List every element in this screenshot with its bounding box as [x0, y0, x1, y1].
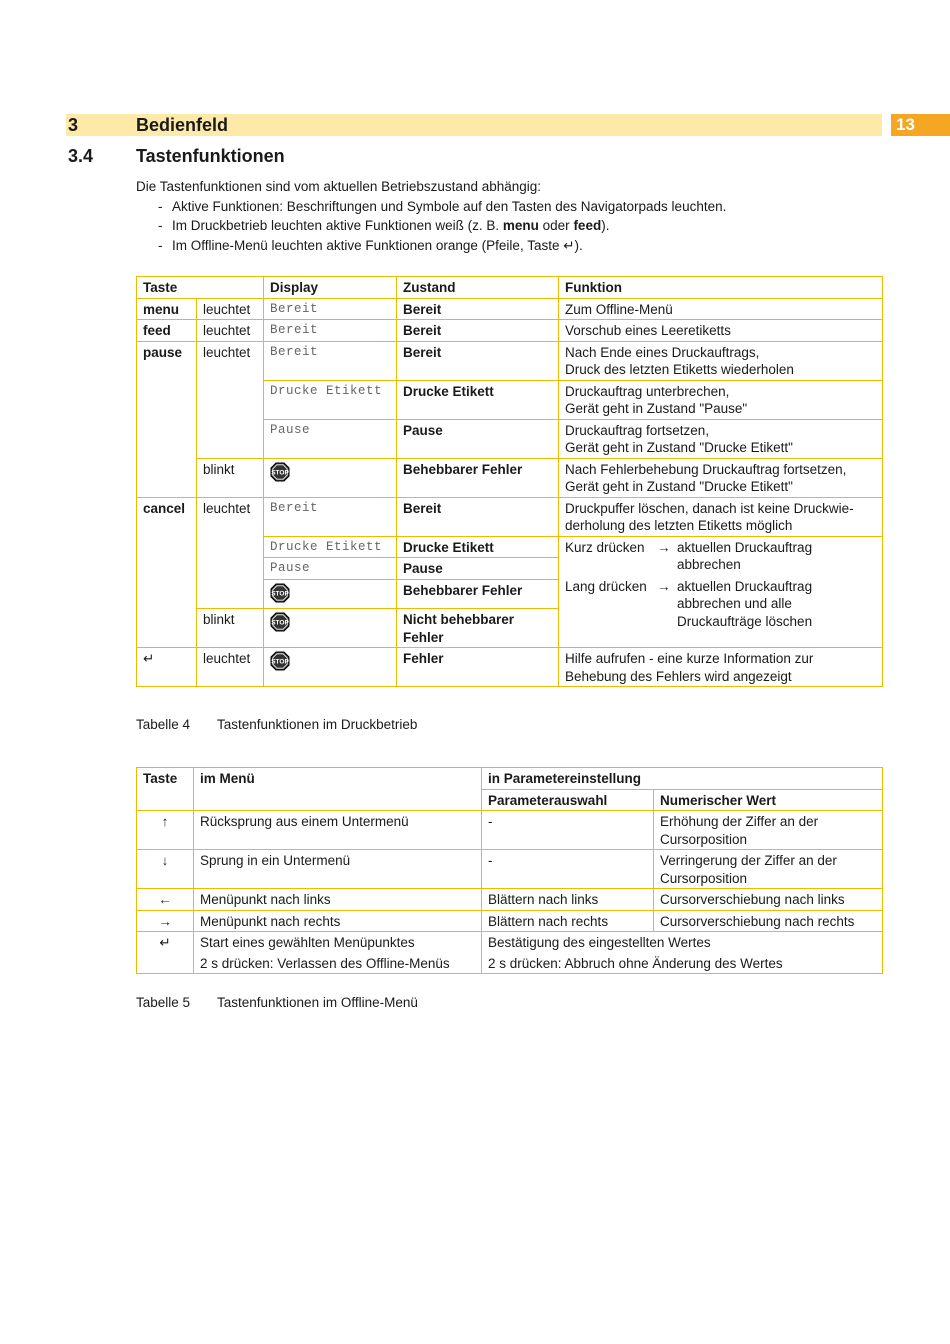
- funktion-cell: [559, 419, 883, 458]
- stop-icon: [270, 462, 290, 482]
- display-cell: Bereit: [264, 497, 397, 536]
- zustand-cell: Pause: [397, 419, 559, 458]
- funktion-line: Druckauftrag unterbrechen,: [565, 383, 730, 399]
- display-cell: [264, 609, 397, 648]
- funktion-line: Druckpuffer löschen, danach ist keine Druckwie-: [565, 500, 854, 516]
- kurz-line: aktuellen Druckauftrag: [677, 539, 813, 555]
- arrow-up-icon: ↑: [137, 811, 194, 850]
- display-cell: Bereit: [264, 298, 397, 320]
- table-row: [137, 341, 883, 380]
- funktion-cell: [559, 341, 883, 380]
- menu-cell: Rücksprung aus einem Untermenü: [194, 811, 482, 850]
- zustand-cell: Fehler: [397, 648, 559, 687]
- funktion-line: Gerät geht in Zustand "Drucke Etikett": [565, 440, 793, 455]
- wert-line: Cursorposition: [660, 870, 748, 886]
- kurz-label: Kurz drücken: [565, 539, 645, 555]
- display-cell: Bereit: [264, 341, 397, 380]
- zustand-cell: Bereit: [397, 298, 559, 320]
- zustand-cell: Behebbarer Fehler: [397, 458, 559, 497]
- key-cell: cancel: [137, 497, 197, 648]
- stop-icon: [270, 612, 290, 632]
- intro-text: Im Druckbetrieb leuchten aktive Funktionen weiß (z. B.: [172, 218, 503, 233]
- arrow-right-icon: →: [137, 910, 194, 932]
- funktion-line: Druck des letzten Etiketts wiederholen: [565, 362, 794, 377]
- svg-text:STOP: STOP: [271, 469, 289, 477]
- key-cell: menu: [137, 298, 197, 320]
- col-header-taste: Taste: [137, 768, 194, 811]
- intro-list: [136, 197, 726, 256]
- svg-text:STOP: STOP: [271, 590, 289, 598]
- stop-icon: [270, 583, 290, 603]
- arrow-down-icon: ↓: [137, 850, 194, 889]
- caption-table-4: [136, 717, 417, 732]
- table-header-row: [137, 277, 883, 299]
- funktion-line: derholung des letzten Etiketts möglich: [565, 518, 793, 533]
- key-cell: ↵: [137, 648, 197, 687]
- funktion-line: Nach Ende eines Druckauftrags,: [565, 344, 760, 360]
- key-cell: pause: [137, 341, 197, 497]
- param-cell: [482, 932, 883, 974]
- caption-text: Tastenfunktionen im Offline-Menü: [217, 995, 418, 1010]
- col-header-taste: Taste: [137, 277, 264, 299]
- section-number: 3.4: [68, 146, 94, 166]
- wert-cell: Cursorverschiebung nach rechts: [654, 910, 883, 932]
- table-row: [137, 811, 883, 850]
- chapter-number: 3: [68, 115, 79, 135]
- display-cell: Drucke Etikett: [264, 380, 397, 419]
- state-cell: leuchtet: [197, 341, 264, 458]
- display-cell: Pause: [264, 558, 397, 580]
- funktion-line: Gerät geht in Zustand "Pause": [565, 401, 748, 416]
- zustand-cell: Bereit: [397, 320, 559, 342]
- caption-number: Tabelle 5: [136, 995, 191, 1010]
- arrow-right-icon: →: [657, 578, 671, 594]
- col-header-param: in Parametereinstellung: [482, 768, 883, 790]
- menu-cell: Sprung in ein Untermenü: [194, 850, 482, 889]
- table-row: [137, 298, 883, 320]
- wert-cell: Cursorverschiebung nach links: [654, 889, 883, 911]
- col-header-menu: im Menü: [194, 768, 482, 811]
- auswahl-cell: Blättern nach links: [482, 889, 654, 911]
- table-header-row: [137, 768, 883, 790]
- intro-key-feed: feed: [573, 218, 602, 233]
- param-line: 2 s drücken: Abbruch ohne Änderung des Wertes: [488, 955, 783, 971]
- display-cell: Pause: [264, 419, 397, 458]
- kurz-text: [677, 539, 812, 574]
- lang-text: [677, 578, 812, 631]
- table-row: [137, 648, 883, 687]
- menu-line: 2 s drücken: Verlassen des Offline-Menüs: [200, 955, 450, 971]
- table-row: [137, 320, 883, 342]
- intro-bullet: [136, 216, 726, 236]
- intro-bullet: - Aktive Funktionen: Beschriftungen und Symbole auf den Tasten des Navigatorpads leuchten.: [136, 197, 726, 217]
- menu-line: Start eines gewählten Menüpunktes: [200, 935, 415, 950]
- intro: [136, 177, 726, 255]
- table-row: [137, 497, 883, 536]
- kurz-druecken: [565, 539, 876, 574]
- caption-text: Tastenfunktionen im Druckbetrieb: [217, 717, 418, 732]
- funktion-line: Behebung des Fehlers wird angezeigt: [565, 668, 792, 684]
- table-row: [137, 932, 883, 974]
- wert-line: Cursorposition: [660, 831, 748, 847]
- table-row: [137, 850, 883, 889]
- table-row: [137, 458, 883, 497]
- display-cell: Bereit: [264, 320, 397, 342]
- col-header-display: Display: [264, 277, 397, 299]
- display-cell: Drucke Etikett: [264, 536, 397, 558]
- zustand-cell: Drucke Etikett: [397, 380, 559, 419]
- funktion-line: Nach Fehlerbehebung Druckauftrag fortsetzen,: [565, 461, 847, 477]
- lang-label: Lang drücken: [565, 578, 647, 594]
- intro-lead: Die Tastenfunktionen sind vom aktuellen Betriebszustand abhängig:: [136, 179, 542, 194]
- arrow-right-icon: →: [657, 539, 671, 555]
- zustand-cell: Bereit: [397, 341, 559, 380]
- table-offline-menu: [136, 767, 883, 974]
- wert-line: Erhöhung der Ziffer an der: [660, 814, 819, 829]
- arrow-left-icon: ←: [137, 889, 194, 911]
- param-line: Bestätigung des eingestellten Wertes: [488, 935, 711, 950]
- svg-text:STOP: STOP: [271, 619, 289, 627]
- display-cell: [264, 579, 397, 609]
- intro-text: oder: [538, 218, 574, 233]
- enter-icon: ↵: [137, 932, 194, 974]
- table-row: [137, 910, 883, 932]
- funktion-line: Druckauftrag fortsetzen,: [565, 422, 710, 438]
- funktion-line: Hilfe aufrufen - eine kurze Information zur: [565, 651, 814, 666]
- display-cell: [264, 458, 397, 497]
- funktion-cell: Zum Offline-Menü: [559, 298, 883, 320]
- menu-cell: [194, 932, 482, 974]
- key-cell: feed: [137, 320, 197, 342]
- funktion-cell: [559, 648, 883, 687]
- table-druckbetrieb: [136, 276, 883, 687]
- caption-table-5: [136, 995, 418, 1010]
- svg-text:STOP: STOP: [271, 658, 289, 666]
- kurz-line: abbrechen: [677, 557, 741, 572]
- stop-icon: [270, 651, 290, 671]
- lang-line: aktuellen Druckauftrag: [677, 578, 813, 594]
- state-cell: leuchtet: [197, 320, 264, 342]
- caption-number: Tabelle 4: [136, 717, 191, 732]
- wert-cell: [654, 811, 883, 850]
- zustand-cell: Drucke Etikett: [397, 536, 559, 558]
- state-cell: leuchtet: [197, 648, 264, 687]
- zustand-cell: Pause: [397, 558, 559, 580]
- lang-line: Druckaufträge löschen: [677, 613, 813, 629]
- auswahl-cell: Blättern nach rechts: [482, 910, 654, 932]
- section-title: Tastenfunktionen: [136, 146, 285, 166]
- intro-text: ).: [601, 218, 610, 233]
- funktion-cell: [559, 380, 883, 419]
- page-number: 13: [891, 114, 950, 136]
- intro-key-menu: menu: [502, 218, 539, 233]
- funktion-cell: [559, 497, 883, 536]
- state-cell: leuchtet: [197, 497, 264, 609]
- col-header-funktion: Funktion: [559, 277, 883, 299]
- menu-cell: Menüpunkt nach rechts: [194, 910, 482, 932]
- auswahl-cell: -: [482, 850, 654, 889]
- chapter-title: Bedienfeld: [136, 115, 229, 135]
- lang-druecken: [565, 578, 876, 631]
- funktion-cell: Vorschub eines Leeretiketts: [559, 320, 883, 342]
- menu-cell: Menüpunkt nach links: [194, 889, 482, 911]
- state-cell: blinkt: [197, 609, 264, 648]
- zustand-cell: Behebbarer Fehler: [397, 579, 559, 609]
- col-header-zustand: Zustand: [397, 277, 559, 299]
- funktion-cell: [559, 536, 883, 648]
- col-header-wert: Numerischer Wert: [654, 789, 883, 811]
- funktion-line: Gerät geht in Zustand "Drucke Etikett": [565, 479, 793, 494]
- intro-bullet: - Im Offline-Menü leuchten aktive Funktionen orange (Pfeile, Taste ↵).: [136, 236, 726, 256]
- zustand-cell: Bereit: [397, 497, 559, 536]
- state-cell: leuchtet: [197, 298, 264, 320]
- wert-line: Verringerung der Ziffer an der: [660, 853, 837, 868]
- col-header-auswahl: Parameterauswahl: [482, 789, 654, 811]
- auswahl-cell: -: [482, 811, 654, 850]
- display-cell: [264, 648, 397, 687]
- wert-cell: [654, 850, 883, 889]
- table-row: [137, 889, 883, 911]
- lang-line: abbrechen und alle: [677, 596, 792, 611]
- state-cell: blinkt: [197, 458, 264, 497]
- zustand-cell: Nicht behebbarer Fehler: [397, 609, 559, 648]
- funktion-cell: [559, 458, 883, 497]
